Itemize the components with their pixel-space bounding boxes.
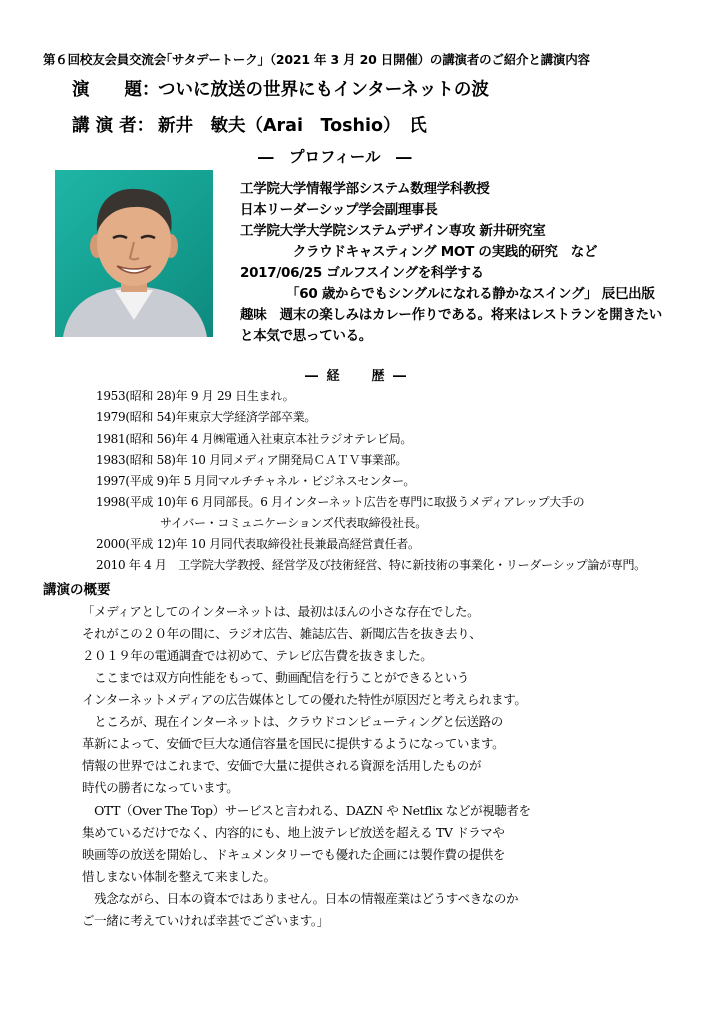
summary-line: 惜しまない体制を整えて来ました。 [82, 869, 276, 884]
summary-line: それがこの２０年の間に、ラジオ広告、雑誌広告、新聞広告を抜き去り、 [82, 626, 482, 641]
profile-line: 工学院大学情報学部システム数理学科教授 [240, 181, 490, 197]
career-item: 1953(昭和 28)年 9 月 29 日生まれ。 [96, 389, 295, 403]
profile-line: 趣味 週末の楽しみはカレー作りである。将来はレストランを開きたい [240, 307, 662, 323]
career-item: サイバー・コミュニケーションズ代表取締役社長。 [160, 516, 427, 530]
career-item: 2010 年 4 月 工学院大学教授、経営学及び技術経営、特に新技術の事業化・リーダーシップ論が専門。 [96, 558, 646, 572]
lecture-title-label: 演 題： [72, 80, 160, 100]
profile-line: クラウドキャスティング MOT の実践的研究 など [240, 244, 598, 260]
summary-line: 残念ながら、日本の資本ではありません。日本の情報産業はどうすべきなのか [82, 891, 519, 906]
profile-line: 日本リーダーシップ学会副理事長 [240, 202, 438, 218]
speaker-name: 新井 敏夫（Arai Toshio） 氏 [158, 116, 427, 136]
summary-line: 革新によって、安価で巨大な通信容量を国民に提供するようになっています。 [82, 736, 505, 751]
career-heading: ― 経 歴 ― [305, 369, 409, 384]
summary-line: 映画等の放送を開始し、ドキュメンタリーでも優れた企画には製作費の提供を [82, 847, 506, 862]
career-item: 1997(平成 9)年 5 月同マルチチャネル・ビジネスセンター。 [96, 474, 416, 488]
summary-line: 「メディアとしてのインターネットは、最初はほんの小さな存在でした。 [82, 604, 480, 619]
profile-line: 2017/06/25 ゴルフスイングを科学する [240, 265, 484, 281]
summary-line: ところが、現在インターネットは、クラウドコンピューティングと伝送路の [82, 714, 503, 729]
summary-line: OTT（Over The Top）サービスと言われる、DAZN や Netflix などが視聴者を [82, 803, 531, 818]
career-item: 1981(昭和 56)年 4 月㈱電通入社東京本社ラジオテレビ局。 [96, 432, 413, 446]
career-item: 1983(昭和 58)年 10 月同メディア開発局ＣＡＴＶ事業部。 [96, 453, 408, 467]
profile-line: 工学院大学大学院システムデザイン専攻 新井研究室 [240, 223, 546, 239]
speaker-label: 講 演 者： [72, 116, 155, 136]
speaker-photo [55, 170, 213, 337]
summary-line: ご一緒に考えていければ幸甚でございます。」 [82, 913, 329, 928]
summary-line: インターネットメディアの広告媒体としての優れた特性が原因だと考えられます。 [82, 692, 527, 707]
summary-line: ２０１９年の電通調査では初めて、テレビ広告費を抜きました。 [82, 648, 433, 663]
lecture-title-row [72, 76, 489, 101]
profile-line: 「60 歳からでもシングルになれる静かなスイング」 辰巳出版 [240, 286, 655, 302]
summary-line: 時代の勝者になっています。 [82, 780, 239, 795]
profile-line: と本気で思っている。 [240, 328, 372, 344]
summary-line: 集めているだけでなく、内容的にも、地上波テレビ放送を超える TV ドラマや [82, 825, 505, 840]
career-item: 1979(昭和 54)年東京大学経済学部卒業。 [96, 410, 317, 424]
speaker-row [72, 112, 427, 137]
summary-heading: 講演の概要 [43, 582, 111, 598]
career-item: 1998(平成 10)年 6 月同部長。6 月インターネット広告を専門に取扱うメディアレップ大手の [96, 495, 585, 509]
summary-line: 情報の世界ではこれまで、安価で大量に提供される資源を活用したものが [82, 758, 482, 773]
profile-heading: ― プロフィール ― [258, 148, 412, 166]
summary-line: ここまでは双方向性能をもって、動画配信を行うことができるという [82, 670, 469, 685]
event-header: 第６回校友会員交流会｢サタデートーク｣（2021 年 3 月 20 日開催）の講演者のご紹介と講演内容 [43, 52, 590, 67]
career-item: 2000(平成 12)年 10 月同代表取締役社長兼最高経営責任者。 [96, 537, 420, 551]
lecture-title: ついに放送の世界にもインターネットの波 [158, 80, 489, 100]
